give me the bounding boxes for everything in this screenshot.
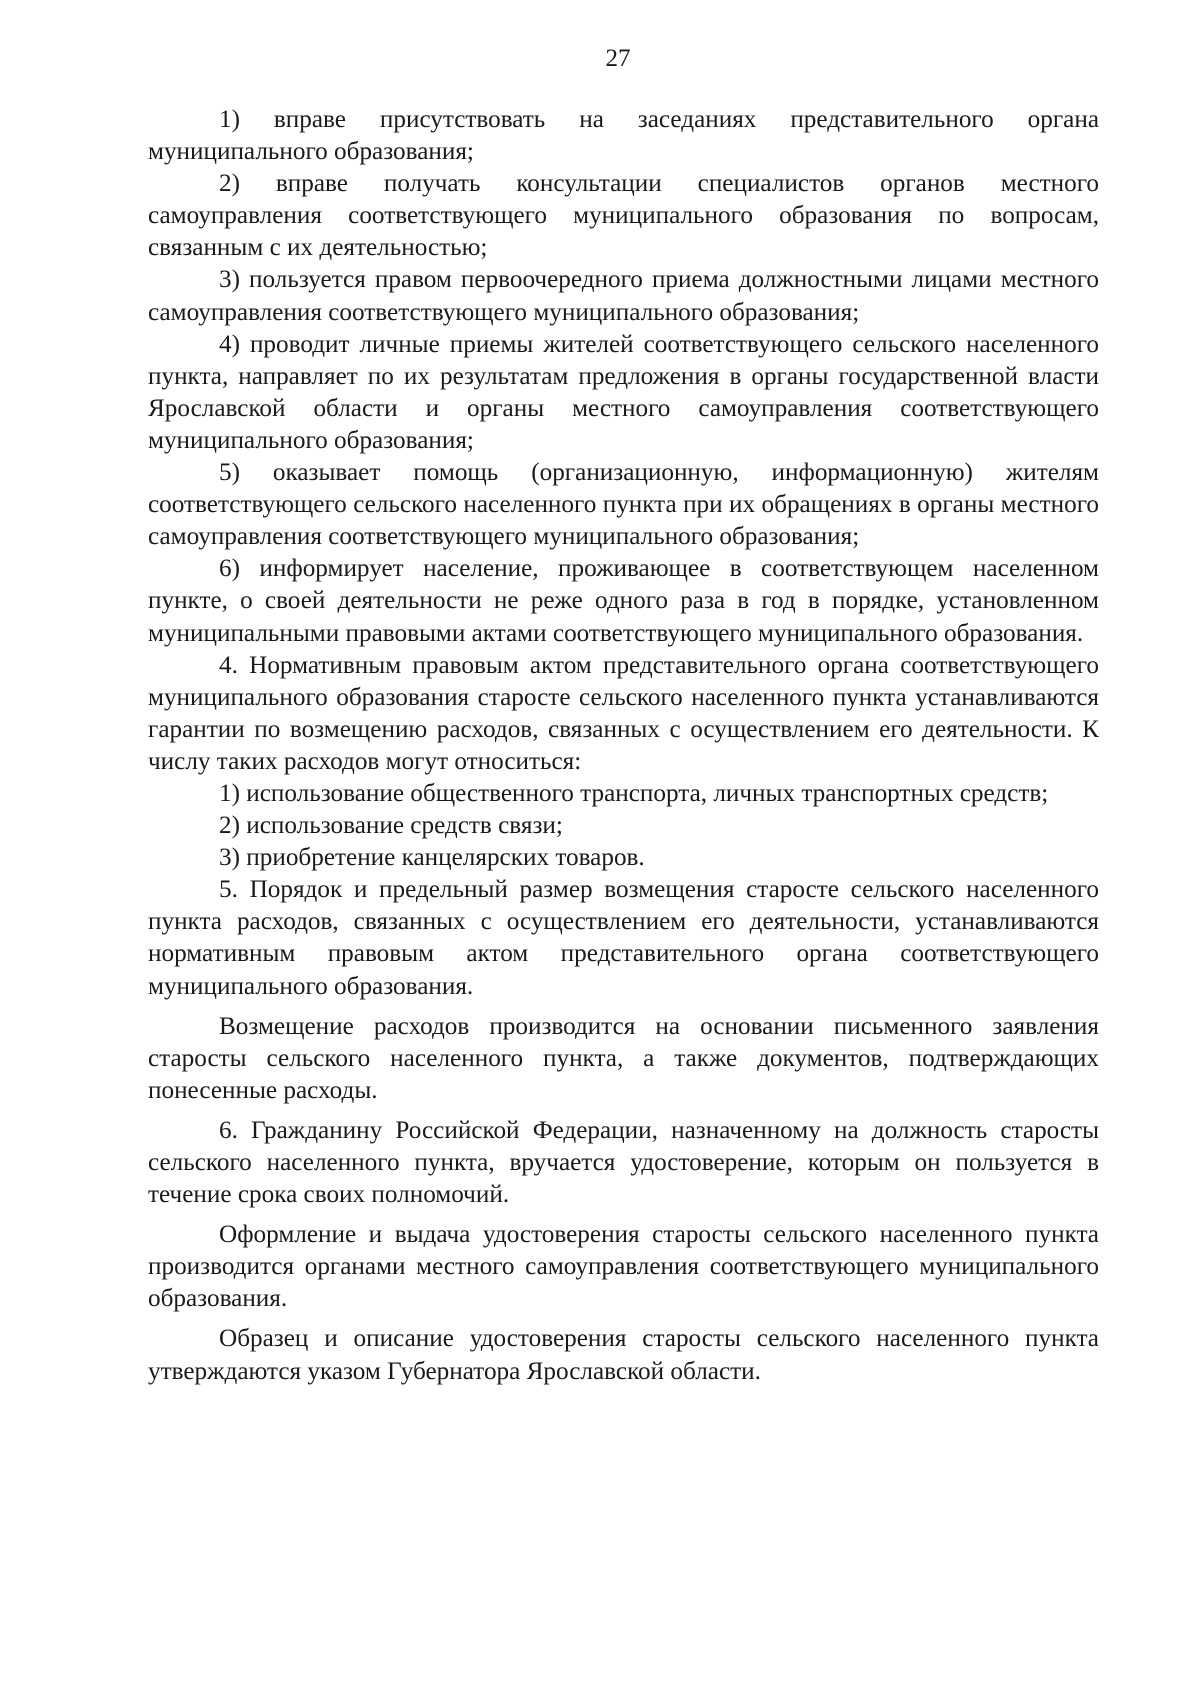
paragraph: 3) приобретение канцелярских товаров. [219,844,645,872]
page-number: 27 [605,45,631,72]
paragraph: Оформление и выдача удостоверения старосты сельского населенного пункта производится органами местного самоуправления соответствующего муниципального образования. [148,1221,1099,1313]
paragraph: 1) вправе присутствовать на заседаниях представительного органа муниципального образования; [148,106,1099,166]
paragraph: 6. Гражданину Российской Федерации, назначенному на должность старосты сельского населенного пункта, вручается удостоверение, которым он пользуется в течение срока своих полномочий. [148,1116,1099,1209]
paragraph: 1) использование общественного транспорта, личных транспортных средств; [219,779,1049,807]
document-body [148,104,1099,1388]
paragraph: 5. Порядок и предельный размер возмещения старосте сельского населенного пункта расходов, связанных с осуществлением его деятельности, устанавливаются нормативным правовым актом представительного органа соответствующего муниципального образования. [148,876,1099,1000]
paragraph: Образец и описание удостоверения старосты сельского населенного пункта утверждаются указом Губернатора Ярославской области. [148,1325,1099,1385]
paragraph: 2) использование средств связи; [219,812,563,840]
paragraph: 3) пользуется правом первоочередного приема должностными лицами местного самоуправления соответствующего муниципального образования; [148,266,1099,326]
paragraph: 6) информирует население, проживающее в соответствующем населенном пункте, о своей деятельности не реже одного раза в год в порядке, установленном муниципальными правовыми актами соответствующего муниципального образования. [148,555,1099,647]
paragraph: 4. Нормативным правовым актом представительного органа соответствующего муниципального образования старосте сельского населенного пункта устанавливаются гарантии по возмещению расходов, связанных с осуществлением его деятельности. К числу таких расходов могут относиться: [148,651,1099,775]
paragraph: 5) оказывает помощь (организационную, информационную) жителям соответствующего сельского населенного пункта при их обращениях в органы местного самоуправления соответствующего муниципального образования; [148,459,1099,551]
paragraph: Возмещение расходов производится на основании письменного заявления старосты сельского населенного пункта, а также документов, подтверждающих понесенные расходы. [148,1012,1099,1104]
paragraph: 2) вправе получать консультации специалистов органов местного самоуправления соответствующего муниципального образования по вопросам, связанным с их деятельностью; [148,170,1099,262]
paragraph: 4) проводит личные приемы жителей соответствующего сельского населенного пункта, направляет по их результатам предложения в органы государственной власти Ярославской области и органы местного самоуправления соответствующего муниципального образования; [148,330,1099,454]
